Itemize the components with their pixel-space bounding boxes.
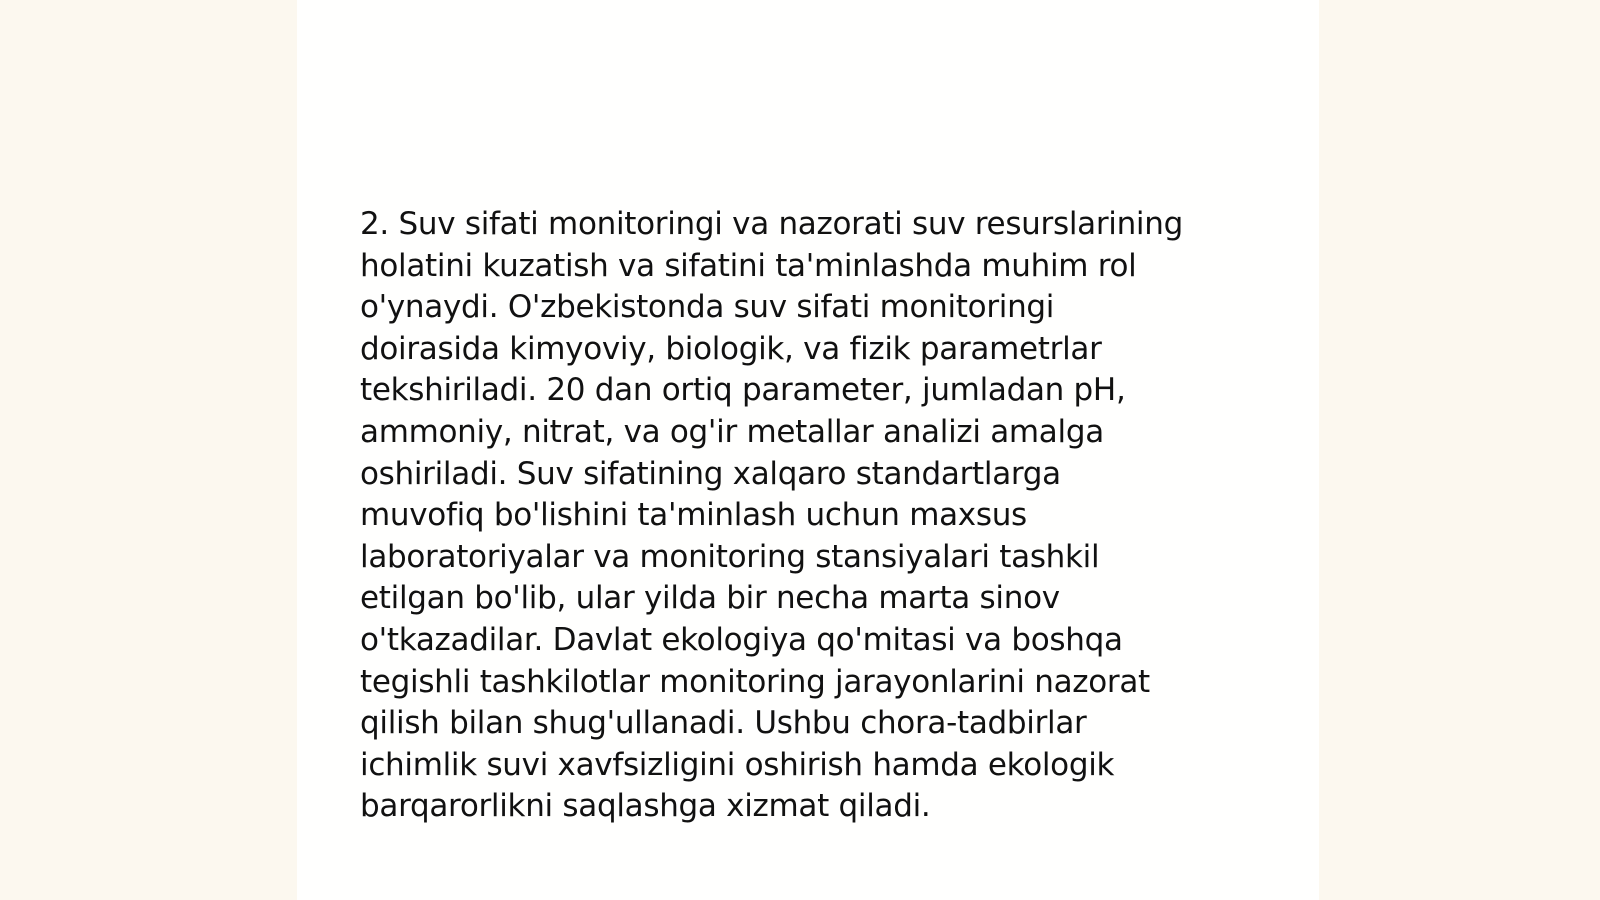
- text-line: 2. Suv sifati monitoringi va nazorati suv resurslarining: [360, 206, 1183, 242]
- text-line: doirasida kimyoviy, biologik, va fizik parametrlar: [360, 330, 1102, 367]
- text-line: qilish bilan shug'ullanadi. Ushbu chora-tadbirlar: [360, 705, 1087, 742]
- text-line: muvofiq bo'lishini ta'minlash uchun maxsus: [360, 497, 1027, 534]
- text-line: etilgan bo'lib, ular yilda bir necha marta sinov: [360, 580, 1060, 617]
- text-line: holatini kuzatish va sifatini ta'minlashda muhim rol: [360, 247, 1137, 284]
- text-line: o'tkazadilar. Davlat ekologiya qo'mitasi va boshqa: [360, 621, 1123, 658]
- text-line: barqarorlikni saqlashga xizmat qiladi.: [360, 788, 931, 825]
- text-line: ammoniy, nitrat, va og'ir metallar analizi amalga: [360, 413, 1104, 450]
- text-line: o'ynaydi. O'zbekistonda suv sifati monitoringi: [360, 289, 1055, 326]
- text-line: oshiriladi. Suv sifatining xalqaro standartlarga: [360, 455, 1061, 492]
- slide-canvas: [297, 0, 1319, 900]
- text-line: tegishli tashkilotlar monitoring jarayonlarini nazorat: [360, 663, 1150, 700]
- slide-paragraph: [360, 204, 1265, 828]
- text-line: ichimlik suvi xavfsizligini oshirish hamda ekologik: [360, 746, 1115, 783]
- text-line: laboratoriyalar va monitoring stansiyalari tashkil: [360, 538, 1100, 575]
- text-line: tekshiriladi. 20 dan ortiq parameter, jumladan pH,: [360, 372, 1126, 409]
